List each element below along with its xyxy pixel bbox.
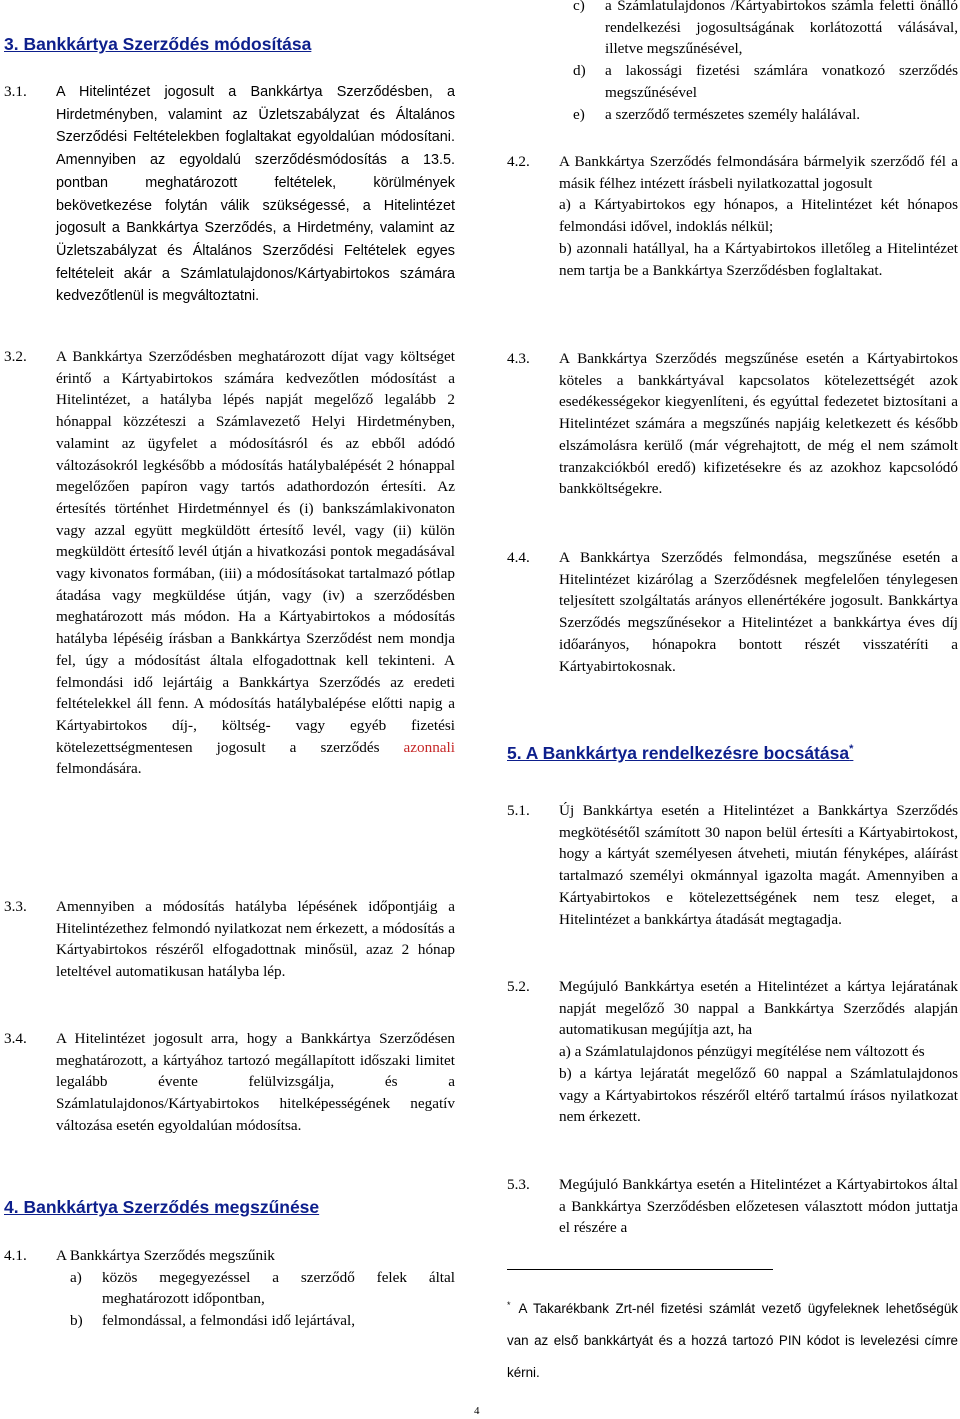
paragraph-3-3 bbox=[4, 896, 455, 983]
paragraph-text: A Bankkártya Szerződés felmondása, megszűnése esetén a Hitelintézet kizárólag a Szerződésnek megfelelően ténylegesen teljesített szolgáltatás arányos ellenértékére jogosult. Bankkártya Szerződés megszűnésekor a Hitelintézet a bankkártya éves díj időarányos, hónapokra bontott részét visszatéríti a Kártyabirtokosnak. bbox=[559, 549, 958, 675]
paragraph-text: A Bankkártya Szerződés megszűnése esetén a Kártyabirtokos köteles a bankkártyával kapcsolatos kötelezettségét azok esedékességekor kiegyenlíteni, és egyúttal fedezetet biztosítani a Hitelintézet számára a megszűnés napjáig keletkezett és később elszámolásra kerülő (már végrehajtott, de még el nem számolt tranzakciókból eredő) kifizetésekre és az azokhoz kapcsolódó bankköltségekre. bbox=[559, 350, 958, 498]
paragraph-number: 5.3. bbox=[507, 1176, 530, 1193]
list-item bbox=[559, 104, 958, 126]
paragraph-number: 4.4. bbox=[507, 549, 530, 566]
paragraph-text-end: felmondására. bbox=[56, 760, 142, 778]
paragraph-text: Amennyiben a módosítás hatályba lépésének időpontjáig a Hitelintézethez felmondó nyilatkozat nem érkezett, a módosítás a Kártyabirtokos részéről elfogadottnak minősül, azaz 2 hónap leteltével automatikusan hatályba lép. bbox=[56, 898, 455, 981]
list-text: közös megegyezéssel a szerződő felek által meghatározott időpontban, bbox=[102, 1268, 455, 1308]
footnote-separator bbox=[507, 1269, 773, 1270]
footnote-reference: * bbox=[849, 743, 854, 756]
paragraph-number: 4.1. bbox=[4, 1247, 27, 1264]
section-3-heading: 3. Bankkártya Szerződés módosítása bbox=[4, 34, 312, 54]
paragraph-number: 3.1. bbox=[4, 83, 27, 100]
paragraph-text: Megújuló Bankkártya esetén a Hitelintézet a Kártyabirtokos által a Bankkártya Szerződésben előzetesen választott módon juttatja el részére a bbox=[559, 1176, 958, 1237]
footnote bbox=[507, 1293, 958, 1389]
list-text: a Számlatulajdonos /Kártyabirtokos számla feletti önálló rendelkezési jogosultságának korlátozottá válásával, illetve megszűnésével, bbox=[605, 0, 958, 58]
paragraph-text: A Bankkártya Szerződés felmondására bármelyik szerződő fél a másik félhez intézett írásbeli nyilatkozattal jogosult bbox=[559, 153, 958, 192]
paragraph-4-1 bbox=[4, 1245, 455, 1332]
list-label: c) bbox=[573, 0, 585, 14]
paragraph-5-1 bbox=[507, 800, 958, 930]
list-item bbox=[559, 60, 958, 103]
footnote-mark: * bbox=[507, 1299, 511, 1310]
paragraph-3-4 bbox=[4, 1028, 455, 1137]
paragraph-number: 5.2. bbox=[507, 978, 530, 995]
paragraph-4-4 bbox=[507, 547, 958, 677]
list-item bbox=[56, 1310, 455, 1332]
paragraph-number: 3.2. bbox=[4, 348, 27, 365]
section-5-heading-text: 5. A Bankkártya rendelkezésre bocsátása bbox=[507, 743, 850, 763]
section-5-heading bbox=[507, 742, 853, 764]
paragraph-sub-a: a) a Számlatulajdonos pénzügyi megítélése nem változott és bbox=[559, 1043, 925, 1061]
list-label: e) bbox=[573, 105, 585, 123]
list-text: felmondással, a felmondási idő lejártával, bbox=[102, 1312, 356, 1330]
footnote-text: A Takarékbank Zrt-nél fizetési számlát vezető ügyfeleknek lehetőségük van az első bankkártyát és a hozzá tartozó PIN kódot is levelezési címre kérni. bbox=[507, 1301, 958, 1380]
paragraph-number: 5.1. bbox=[507, 802, 530, 819]
paragraph-4-2 bbox=[507, 151, 958, 281]
paragraph-text: Új Bankkártya esetén a Hitelintézet a Bankkártya Szerződés megkötésétől számított 30 napon belül értesíti a Kártyabirtokost, hogy a kártyát személyesen átveheti, miután fényképes, aláírást tartalmazó személyi okmánnyal igazolta magát. Amennyiben a Kártyabirtokos e kötelezettségének nem tesz eleget, a Hitelintézet a bankkártya átadását megtagadja. bbox=[559, 802, 958, 928]
paragraph-sub-b: b) azonnali hatállyal, ha a Kártyabirtokos illetőleg a Hitelintézet nem tartja be a Bankkártya Szerződésben foglaltakat. bbox=[559, 239, 958, 279]
paragraph-text: pontban meghatározott feltételek, körülmények bekövetkezése folytán válik szükségessé, a Hitelintézet jogosult a Bankkártya Szerződés, a Hirdetmény, valamint az Üzletszabályzat és Általános Szerződési Feltételek egyes feltételeit akár a Számlatulajdonos/Kártyabirtokos számára kedvezőtlenül is megváltoztatni. bbox=[56, 174, 455, 305]
list-label: b) bbox=[70, 1312, 83, 1330]
paragraph-number: 4.3. bbox=[507, 350, 530, 367]
list-item bbox=[559, 0, 958, 60]
paragraph-text: A Bankkártya Szerződésben meghatározott díjat vagy költséget érintő a Kártyabirtokos számára kedvezőtlen módosítást a Hitelintézet, a hatályba lépés napját megelőző legalább 2 hónappal közzéteszi a Számlavezető Helyi Hirdetményben, valamint az ügyfelet a módosításról és az ebből adódó változásokról legkésőbb a módosítás hatálybalépését 2 hónappal megelőzően papíron vagy tartós adathordozón értesíti. Az értesítés történhet Hirdetménnyel és (i) bankszámlakivonaton vagy azzal együtt megküldött értesítő levél, vagy (ii) külön megküldött értesítő levél útján a hivatkozási pontok megadásával vagy kivonatos formában, (iii) a módosításokat tartalmazó pótlap átadása vagy megküldése útján, vagy (iv) a szerződésben meghatározott más módon. Ha a Kártyabirtokos a módosítás hatályba lépéséig írásban a Bankkártya Szerződést nem mondja fel, úgy a módosítást általa elfogadottnak kell tekinteni. A felmondási idő lejártáig a Bankkártya Szerződés az eredeti feltételekkel áll fenn. A módosítás hatálybalépése előtti napig a Kártyabirtokos díj-, költség- vagy egyéb fizetési kötelezettségmentesen jogosult a szerződés bbox=[56, 348, 455, 756]
paragraph-3-1 bbox=[4, 81, 455, 308]
paragraph-number: 4.2. bbox=[507, 153, 530, 170]
paragraph-4-1-continued bbox=[507, 0, 958, 125]
paragraph-5-2 bbox=[507, 976, 958, 1128]
paragraph-intro: A Bankkártya Szerződés megszűnik bbox=[56, 1247, 275, 1264]
list-label: a) bbox=[70, 1268, 82, 1286]
paragraph-text: A Hitelintézet jogosult arra, hogy a Bankkártya Szerződésen meghatározott, a kártyához tartozó megállapított időszaki limitet legalább évente felülvizsgálja, és a Számlatulajdonos/Kártyabirtokos hitelképességének negatív változása esetén egyoldalúan módosítsa. bbox=[56, 1030, 455, 1134]
paragraph-3-2 bbox=[4, 346, 455, 780]
list-label: d) bbox=[573, 62, 586, 80]
list-text: a szerződő természetes személy halálával. bbox=[605, 105, 861, 123]
paragraph-sub-b: b) a kártya lejáratát megelőző 60 nappal a Számlatulajdonos vagy a Kártyabirtokos részéről eltérő tartalmú írásos nyilatkozat nem érkezett. bbox=[559, 1064, 958, 1126]
paragraph-text-sans: A Hitelintézet jogosult a Bankkártya Szerződésben, a Hirdetményben, valamint az Üzletszabályzat és Általános Szerződési Feltételekben foglaltakat egyoldalúan módosítani. Amennyiben az egyoldalú szerződésmódosítás a 13.5. bbox=[56, 84, 455, 169]
paragraph-5-3 bbox=[507, 1174, 958, 1239]
highlighted-text: azonnali bbox=[403, 738, 455, 756]
paragraph-sub-a: a) a Kártyabirtokos egy hónapos, a Hitelintézet két hónapos felmondási idővel, indoklás nélkül; bbox=[559, 196, 958, 236]
list-text: a lakossági fizetési számlára vonatkozó szerződés megszűnésével bbox=[605, 62, 958, 101]
list-item bbox=[56, 1267, 455, 1310]
section-4-heading: 4. Bankkártya Szerződés megszűnése bbox=[4, 1197, 320, 1217]
paragraph-number: 3.3. bbox=[4, 898, 27, 915]
paragraph-number: 3.4. bbox=[4, 1030, 27, 1047]
page-number: 4 bbox=[474, 1405, 480, 1417]
paragraph-text: Megújuló Bankkártya esetén a Hitelintézet a kártya lejáratának napját megelőző 30 nappal a Bankkártya Szerződés alapján automatikusan megújítja azt, ha bbox=[559, 978, 958, 1039]
paragraph-4-3 bbox=[507, 348, 958, 500]
